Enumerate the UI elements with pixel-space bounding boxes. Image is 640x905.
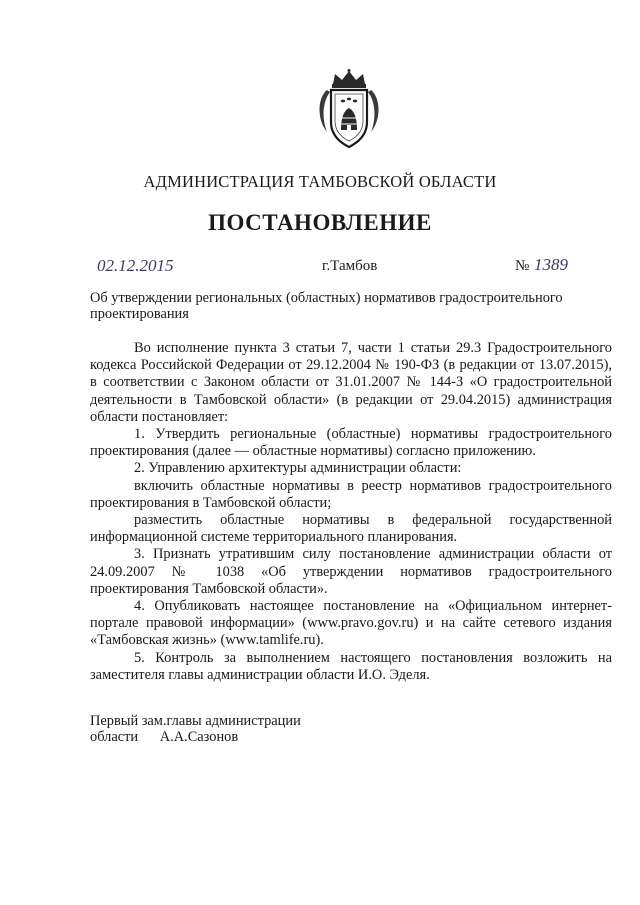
clause-2-item-1: включить областные нормативы в реестр нормативов градостроительного проектирования в Тамбовской области; [90, 477, 612, 511]
document-number: 1389 [534, 255, 568, 274]
clause-3: 3. Признать утратившим силу постановление администрации области от 24.09.2007 № 1038 «Об утверждении нормативов градостроительного проектирования Тамбовской области». [90, 546, 612, 597]
clause-4: 4. Опубликовать настоящее постановление на «Официальном интернет-портале правовой информации» (www.pravo.gov.ru) и на сайте сетевого издания «Тамбовская жизнь» (www.tamlife.ru). [90, 598, 612, 649]
signature-block [90, 713, 301, 745]
clause-5: 5. Контроль за выполнением настоящего постановления возложить на заместителя главы администрации области И.О. Эделя. [90, 649, 612, 683]
document-type-heading: ПОСТАНОВЛЕНИЕ [208, 210, 432, 235]
document-city: г.Тамбов [322, 258, 378, 274]
clause-2: 2. Управлению архитектуры администрации области: [134, 460, 462, 477]
clause-2-item-2: разместить областные нормативы в федеральной государственной информационной системе территориального планирования. [90, 512, 612, 546]
signatory-position-line2: области [90, 729, 139, 745]
signatory-name: А.А.Сазонов [159, 729, 239, 745]
document-number-label: № [515, 258, 530, 274]
tambov-coat-of-arms-icon [313, 68, 385, 152]
signatory-position-line1: Первый зам.главы администрации [90, 713, 301, 729]
document-body [90, 340, 612, 684]
clause-1: 1. Утвердить региональные (областные) нормативы градостроительного проектирования (далее — областные нормативы) согласно приложению. [90, 426, 612, 460]
organization-title: АДМИНИСТРАЦИЯ ТАМБОВСКОЙ ОБЛАСТИ [143, 172, 497, 191]
preamble-paragraph: Во исполнение пункта 3 статьи 7, части 1 статьи 29.3 Градостроительного кодекса Российской Федерации от 29.12.2004 № 190-ФЗ (в редакции от 13.07.2015), в соответствии с Законом области от 31.01.2007 № 144-З «О градостроительной деятельности в Тамбовской области» (в редакции от 29.04.2015) администрация области постановляет: [90, 340, 612, 425]
document-date: 02.12.2015 [97, 256, 174, 275]
document-subject: Об утверждении региональных (областных) нормативов градостроительного проектирования [90, 290, 563, 322]
signatory-line2 [90, 729, 301, 745]
